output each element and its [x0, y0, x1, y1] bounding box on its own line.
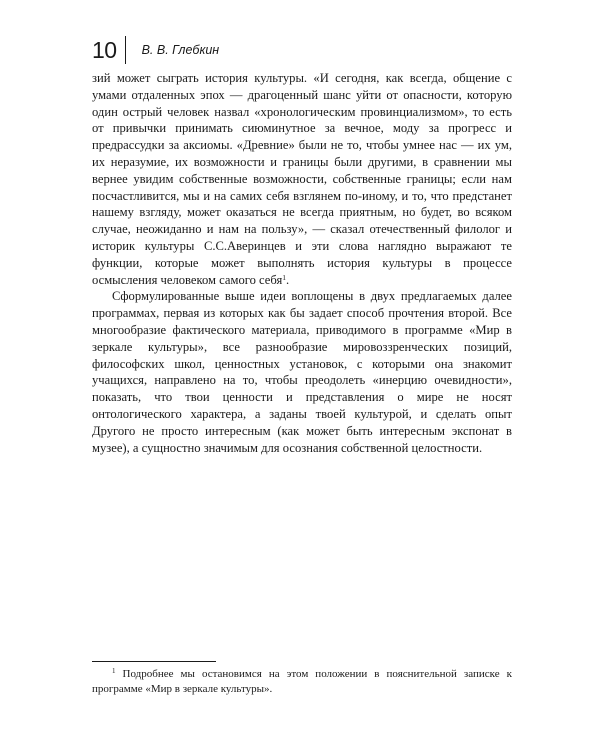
- paragraph-1: зий может сыграть история культуры. «И сегодня, как всегда, общение с умами отдаленных эпох — драгоценный шанс уйти от опасности, которую один острый человек назвал «хронологическим провинциализмом», то есть от привычки принимать сиюминутное за вечное, моду за прогресс и предрассудки за аксиомы. «Древние» были не то, чтобы умнее нас — их ум, их неразумие, их возможности и границы были другими, в сравнении мы вернее увидим собственные возможности, собственные границы; если нам посчастливится, мы и на самих себя взглянем по-иному, и то, что предстанет нашему взгляду, может оказаться не всегда приятным, но будет, во всяком случае, неожиданно и нам на пользу», — сказал отечественный филолог и историк культуры С.С.Аверинцев и эти слова наглядно выражают те функции, которые может выполнять история культуры в процессе осмысления человеком самого себя$^1$.: [92, 71, 512, 287]
- paragraph-1-text: зий может сыграть история культуры. «И сегодня, как всегда, общение с умами отдаленных эпох — драгоценный шанс уйти от опасности, которую один острый человек назвал «хронологическим провинциализмом», то есть от привычки принимать сиюминутное за вечное, моду за прогресс и предрассудки за аксиомы. «Древние» были не то, чтобы умнее нас — их ум, их неразумие, их возможности и границы были другими, в сравнении мы вернее увидим собственные возможности, собственные границы; если нам посчастливится, мы и на самих себя взглянем по-иному, и то, что предстанет нашему взгляду, может оказаться не всегда приятным, но будет, во всяком случае, неожиданно и нам на пользу», — сказал отечественный филолог и историк культуры С.С.Аверинцев и эти слова наглядно выражают те функции, которые может выполнять история культуры в процессе осмысления человеком самого себя: [92, 71, 512, 287]
- running-head-author: В. В. Глебкин: [141, 43, 220, 57]
- footnote-marker: 1: [112, 667, 116, 675]
- footnote-text: Подробнее мы остановимся на этом положении в пояснительной записке к программе «Мир в зеркале культуры».: [92, 668, 513, 695]
- paragraph-2: [92, 288, 512, 456]
- footnote-divider: [92, 661, 216, 662]
- paragraph-2-text: Сформулированные выше идеи воплощены в двух предлагаемых далее программах, первая из которых как бы задает способ прочтения второй. Все многообразие фактического материала, приводимого в программе «Мир в зеркале культуры», все разнообразие мировоззренческих позиций, философских школ, ценностных установок, с которыми она знакомит учащихся, направлено на то, чтобы преодолеть «инерцию очевидности», показать, что твои ценности и представления о мире не носят онтологического характера, а заданы твоей культурой, и сделать опыт Другого не просто интересным (как может быть интересным экспонат в музее), а сущностно значимым для осознания собственной целостности.: [92, 289, 512, 455]
- page-number: 10: [92, 36, 117, 63]
- footnote: [92, 667, 512, 697]
- main-text: [92, 70, 512, 456]
- page-header: [92, 36, 219, 64]
- footnote-reference: 1: [282, 272, 287, 282]
